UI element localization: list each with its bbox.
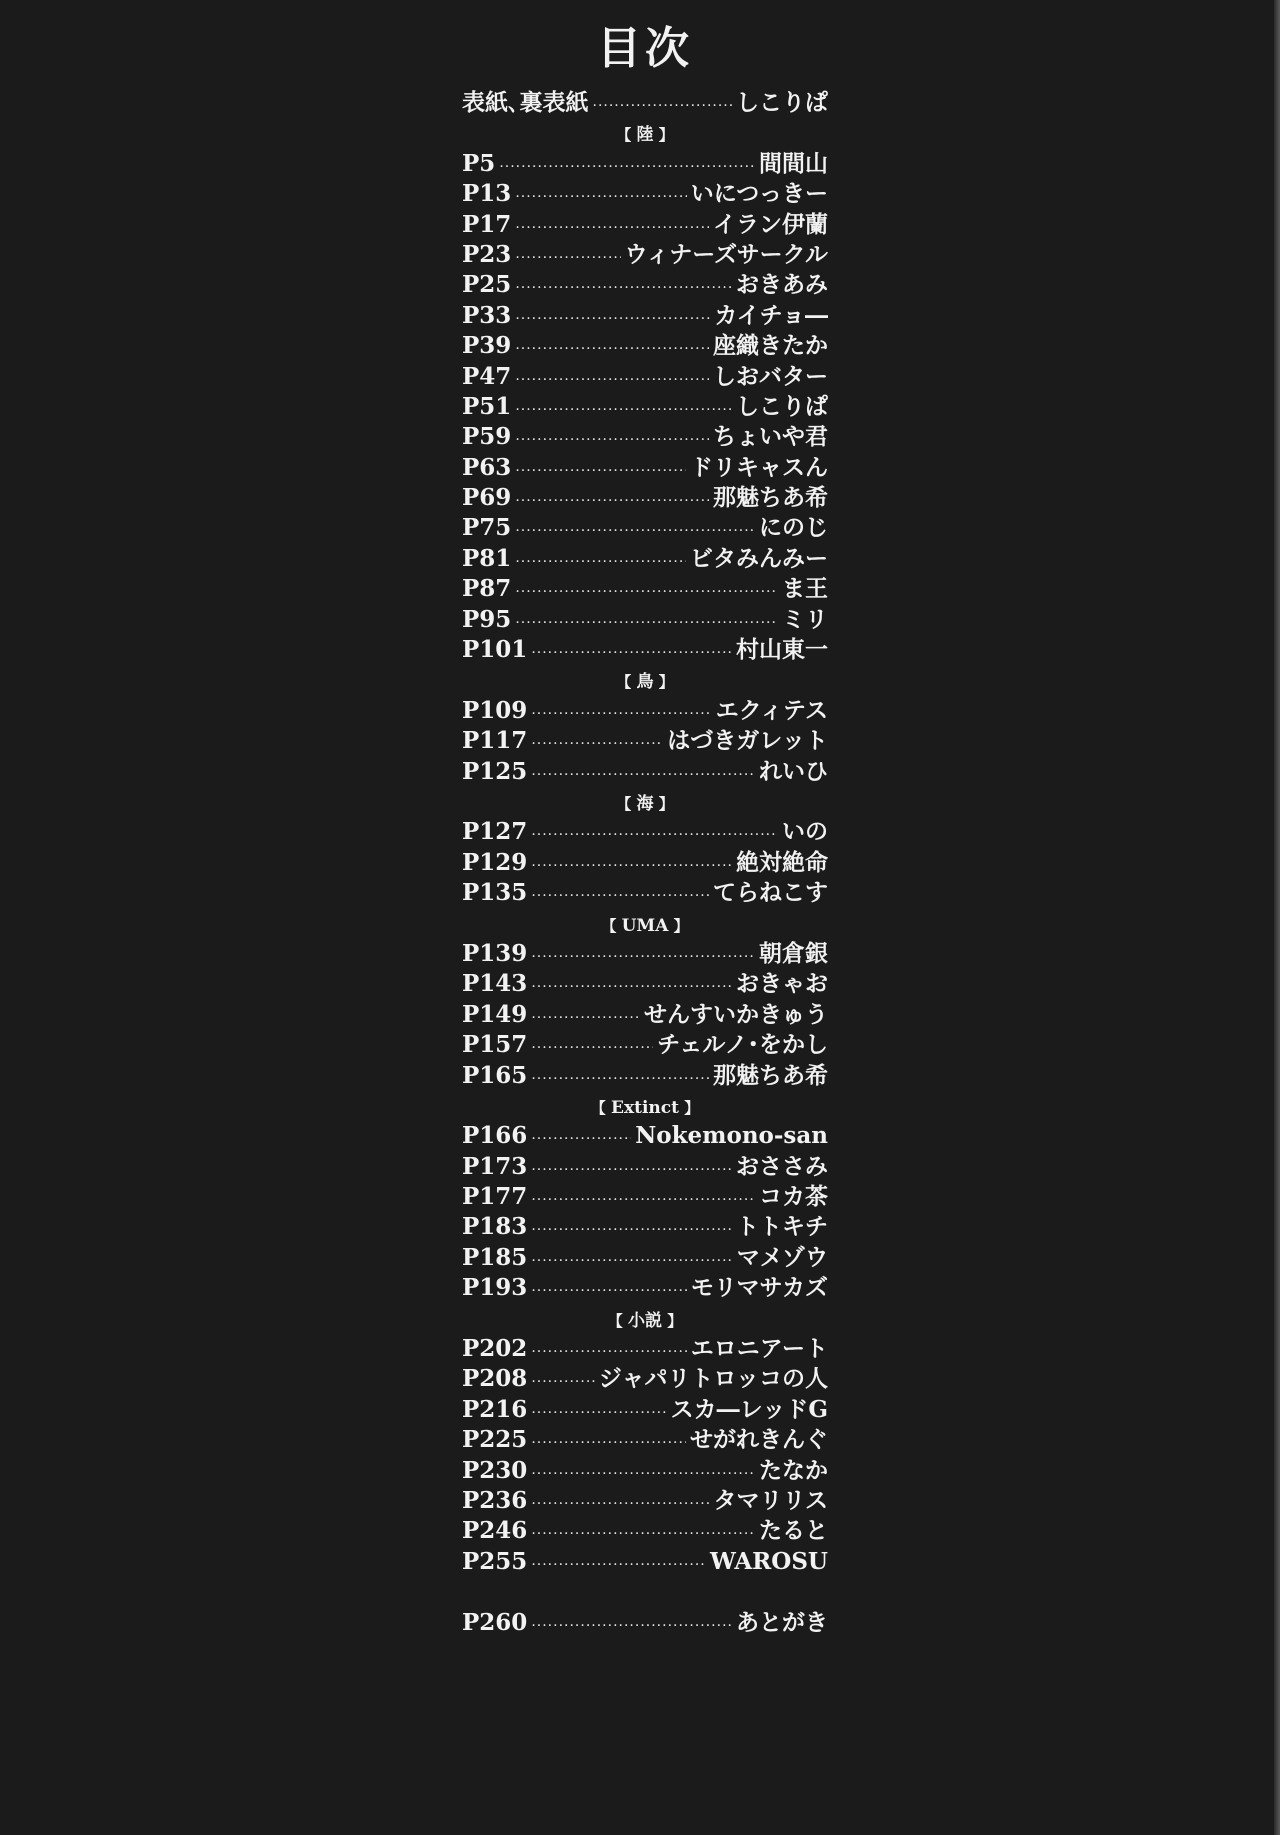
entry-author: 絶対絶命 [736, 848, 828, 876]
entry-page: P208 [462, 1365, 528, 1393]
entry-page: P185 [462, 1243, 528, 1271]
leader-dots [531, 1611, 732, 1641]
entry-author: てらねこす [713, 879, 828, 907]
toc-entry [462, 1212, 828, 1242]
entry-page: P59 [462, 423, 512, 451]
toc-entry [462, 574, 828, 604]
entry-page: P166 [462, 1122, 528, 1150]
leader-dots [531, 1459, 755, 1489]
entry-author: モリマサカズ [690, 1274, 828, 1302]
toc-entry [462, 1152, 828, 1182]
entry-author: ちょいや君 [713, 423, 828, 451]
entry-author: ドリキャスん [690, 453, 828, 481]
entry-author: マメゾウ [736, 1243, 828, 1271]
entry-page: P236 [462, 1486, 528, 1514]
entry-author: 朝倉銀 [759, 939, 828, 967]
table-of-contents [462, 18, 828, 1638]
entry-page: P47 [462, 362, 512, 390]
section-heading: 【 UMA 】 [601, 915, 689, 936]
entry-page: P202 [462, 1335, 528, 1363]
leader-dots [531, 942, 755, 972]
leader-dots [531, 1519, 755, 1549]
leader-dots [531, 1550, 706, 1580]
leader-dots [515, 547, 686, 577]
entry-page: P109 [462, 696, 528, 724]
entry-author: にのじ [759, 514, 828, 542]
toc-entry [462, 483, 828, 513]
page-title: 目次 [597, 23, 693, 74]
toc-entry [462, 969, 828, 999]
entry-page: P177 [462, 1183, 528, 1211]
entry-page: P23 [462, 240, 512, 268]
toc-entry [462, 1243, 828, 1273]
leader-dots [515, 334, 709, 364]
leader-dots [531, 729, 663, 759]
entry-page: P75 [462, 514, 512, 542]
leader-dots [531, 1064, 709, 1094]
entry-page: P33 [462, 301, 512, 329]
entry-author: たなか [759, 1456, 828, 1484]
entry-page: P129 [462, 848, 528, 876]
cover-label: 表紙､裏表紙 [462, 89, 589, 116]
afterword-entry [462, 1608, 828, 1638]
entry-page: P183 [462, 1213, 528, 1241]
toc-entry [462, 1273, 828, 1303]
leader-dots [531, 1155, 732, 1185]
leader-dots [531, 699, 711, 729]
section-heading: 【 小説 】 [607, 1310, 683, 1331]
entry-author: 那魅ちあ希 [713, 1061, 828, 1089]
entry-author: ビタみんみー [690, 544, 828, 572]
entry-page: P81 [462, 544, 512, 572]
toc-entry [462, 696, 828, 726]
entry-page: P127 [462, 818, 528, 846]
entry-author: スカ―レッドG [670, 1395, 828, 1423]
entry-author: ジャパリトロッコの人 [598, 1365, 828, 1393]
section-name: Extinct [611, 1097, 679, 1118]
entry-page: P101 [462, 636, 528, 664]
entry-author: WAROSU [709, 1547, 828, 1575]
toc-entry [462, 179, 828, 209]
entry-page: P193 [462, 1274, 528, 1302]
entry-page: P173 [462, 1152, 528, 1180]
toc-entry [462, 939, 828, 969]
entry-page: P255 [462, 1547, 528, 1575]
entry-author: トトキチ [736, 1213, 828, 1241]
entry-page: P87 [462, 575, 512, 603]
leader-dots [531, 881, 709, 911]
leader-dots [515, 395, 732, 425]
leader-dots [593, 91, 733, 121]
leader-dots [531, 1276, 687, 1306]
entry-page: P225 [462, 1426, 528, 1454]
toc-entry [462, 1030, 828, 1060]
entry-page: P135 [462, 879, 528, 907]
entry-author: ミリ [782, 605, 828, 633]
page-edge [1274, 0, 1280, 1835]
entry-page: P216 [462, 1395, 528, 1423]
leader-dots [515, 577, 778, 607]
section-name: UMA [621, 915, 669, 936]
cover-entry [462, 88, 828, 118]
entry-author: せんすいかきゅう [644, 1000, 828, 1028]
leader-dots [531, 1033, 653, 1063]
entry-author: チェルノ･をかし [657, 1031, 828, 1059]
entry-author: いにつっきー [690, 180, 828, 208]
toc-entry [462, 635, 828, 665]
entry-page: P69 [462, 484, 512, 512]
toc-entry [462, 848, 828, 878]
leader-dots [531, 1367, 595, 1397]
toc-entry [462, 513, 828, 543]
toc-entry [462, 1182, 828, 1212]
leader-dots [531, 760, 755, 790]
entry-page: P125 [462, 757, 528, 785]
entry-page: P39 [462, 332, 512, 360]
entry-author: 村山東一 [736, 636, 828, 664]
section-name: 海 [636, 793, 654, 814]
toc-entry [462, 1516, 828, 1546]
entry-page: P5 [462, 149, 496, 177]
leader-dots [515, 365, 709, 395]
section-name: 鳥 [636, 672, 654, 693]
section-heading: 【 Extinct 】 [590, 1097, 700, 1118]
toc-entry [462, 362, 828, 392]
leader-dots [531, 1489, 709, 1519]
leader-dots [531, 820, 778, 850]
entry-page: P246 [462, 1517, 528, 1545]
leader-dots [531, 1337, 686, 1367]
toc-entry [462, 878, 828, 908]
entry-author: はづきガレット [667, 727, 828, 755]
leader-dots [515, 425, 709, 455]
toc-entry [462, 270, 828, 300]
entry-page: P165 [462, 1061, 528, 1089]
entry-author: 座織きたか [713, 332, 828, 360]
toc-entry [462, 1486, 828, 1516]
leader-dots [515, 516, 755, 546]
leader-dots [531, 638, 732, 668]
entry-author: たると [759, 1517, 828, 1545]
entry-author: エロニアート [690, 1335, 828, 1363]
leader-dots [531, 1003, 640, 1033]
leader-dots [515, 304, 710, 334]
toc-entry [462, 817, 828, 847]
toc-entry [462, 605, 828, 635]
leader-dots [531, 1215, 732, 1245]
leader-dots [531, 1428, 686, 1458]
leader-dots [499, 152, 755, 182]
entry-author: コカ茶 [759, 1183, 828, 1211]
toc-entry [462, 1334, 828, 1364]
entry-author: あとがき [736, 1608, 828, 1636]
entry-author: イラン伊蘭 [713, 210, 828, 238]
leader-dots [531, 972, 732, 1002]
toc-entry [462, 1425, 828, 1455]
entry-author: 那魅ちあ希 [713, 484, 828, 512]
entry-author: Nokemono-san [635, 1122, 828, 1150]
leader-dots [515, 456, 686, 486]
entry-author: カイチョ― [714, 301, 828, 329]
toc-entry [462, 757, 828, 787]
section-name: 小説 [628, 1310, 662, 1331]
toc-entry [462, 210, 828, 240]
entry-author: 間間山 [759, 149, 828, 177]
leader-dots [531, 1185, 755, 1215]
spacer [462, 1577, 828, 1607]
leader-dots [531, 1124, 631, 1154]
leader-dots [515, 182, 686, 212]
entry-page: P13 [462, 180, 512, 208]
toc-entry [462, 1364, 828, 1394]
entry-author: おきあみ [736, 271, 828, 299]
entry-page: P230 [462, 1456, 528, 1484]
toc-entry [462, 240, 828, 270]
entry-page: P139 [462, 939, 528, 967]
section-heading: 【 海 】 [616, 793, 674, 814]
entry-page: P143 [462, 970, 528, 998]
leader-dots [531, 1246, 732, 1276]
toc-entry [462, 544, 828, 574]
toc-entry [462, 1456, 828, 1486]
leader-dots [515, 273, 732, 303]
section-heading: 【 鳥 】 [616, 672, 674, 693]
entry-author: れいひ [759, 757, 828, 785]
entry-page: P117 [462, 727, 528, 755]
toc-entry [462, 392, 828, 422]
toc-entry [462, 331, 828, 361]
toc-entry [462, 422, 828, 452]
leader-dots [515, 213, 709, 243]
entry-author: タマリリス [713, 1486, 828, 1514]
entry-author: ま王 [782, 575, 828, 603]
entry-page: P149 [462, 1000, 528, 1028]
leader-dots [531, 1398, 666, 1428]
section-list [462, 118, 828, 1577]
toc-entry [462, 1395, 828, 1425]
leader-dots [515, 608, 778, 638]
section-name: 陸 [636, 125, 654, 146]
entry-page: P17 [462, 210, 512, 238]
entry-author: おきゃお [736, 970, 828, 998]
leader-dots [515, 486, 709, 516]
entry-page: P25 [462, 271, 512, 299]
entry-author: エクィテス [715, 696, 828, 724]
toc-entry [462, 1061, 828, 1091]
toc-entry [462, 1000, 828, 1030]
leader-dots [531, 851, 732, 881]
entry-author: しおバター [713, 362, 828, 390]
toc-entry [462, 453, 828, 483]
entry-page: P260 [462, 1608, 528, 1636]
entry-page: P63 [462, 453, 512, 481]
toc-entry [462, 1121, 828, 1151]
toc-entry [462, 726, 828, 756]
entry-author: しこりぱ [736, 392, 828, 420]
entry-author: せがれきんぐ [690, 1426, 828, 1454]
toc-entry [462, 301, 828, 331]
entry-author: いの [782, 818, 828, 846]
entry-page: P157 [462, 1031, 528, 1059]
entry-author: ウィナーズサークル [624, 240, 828, 268]
entry-author: おささみ [736, 1152, 828, 1180]
cover-author: しこりぱ [736, 89, 828, 116]
section-heading: 【 陸 】 [616, 125, 674, 146]
toc-entry [462, 1547, 828, 1577]
leader-dots [515, 243, 620, 273]
entry-page: P95 [462, 605, 512, 633]
toc-entry [462, 149, 828, 179]
entry-page: P51 [462, 392, 512, 420]
